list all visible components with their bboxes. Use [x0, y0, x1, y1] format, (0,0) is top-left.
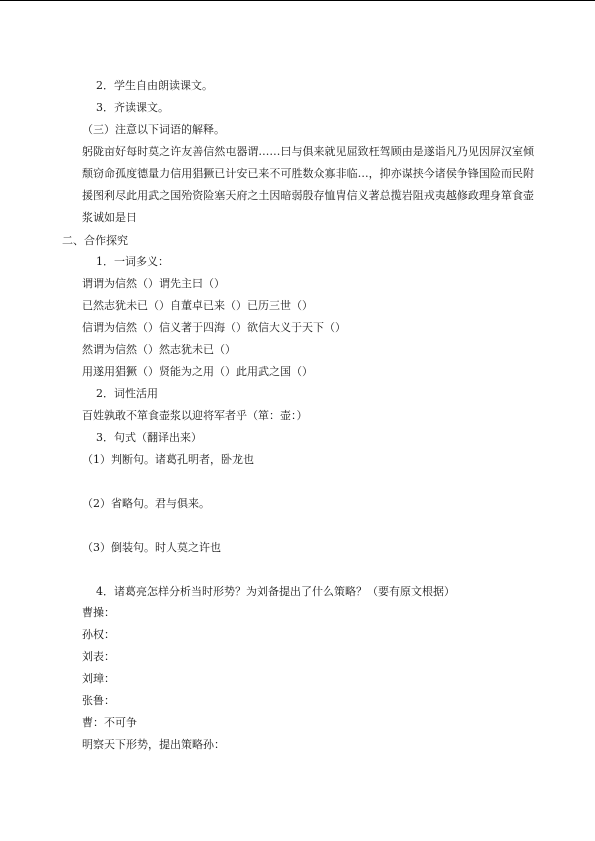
top-border-line — [0, 0, 595, 1]
list-item-read-aloud-freely: 2．学生自由朗读课文。 — [96, 79, 213, 92]
exercise-line-wei: 谓谓为信然（）谓先主曰（） — [82, 277, 225, 290]
list-item-read-in-unison: 3．齐读课文。 — [96, 101, 169, 114]
answer-line-strategy-sun: 明察天下形势，提出策略孙： — [82, 738, 225, 751]
subsection-word-class-shift: 2．词性活用 — [96, 387, 158, 400]
answer-line-liu-biao: 刘表： — [82, 650, 115, 663]
vocabulary-list-paragraph: 躬陇亩好每时莫之许友善信然屯器谓……曰与俱来就见屈致枉驾顾由是遂诣凡乃见因屏汉室倾颓窃命孤度德量力信用猖獗已计安已来不可胜数众寡非临…，抑亦谋挟今诸侯争锋国险而民附援图利尽此用武之国殆资险塞天府之土因暗弱殷存恤冑信义著总揽岩阻戎夷越修政理身箪食壶浆诚如是日 — [82, 145, 534, 224]
answer-line-sun-quan: 孙权： — [82, 628, 115, 641]
subsection-sentence-patterns: 3．句式（翻译出来） — [96, 431, 202, 444]
answer-line-zhang-lu: 张鲁： — [82, 694, 115, 707]
exercise-line-yong: 用遂用猖獗（）贤能为之用（）此用武之国（） — [82, 365, 313, 378]
answer-line-cao-cao: 曹操： — [82, 606, 115, 619]
answer-line-liu-zhang: 刘璋： — [82, 672, 115, 685]
exercise-line-xin: 信谓为信然（）信义著于四海（）欲信大义于天下（） — [82, 321, 346, 334]
exercise-ellipsis-sentence: （2）省略句。君与俱来。 — [82, 497, 210, 510]
subsection-strategy-analysis: 4．诸葛亮怎样分析当时形势？为刘备提出了什么策略？（要有原文根据） — [96, 585, 455, 598]
subsection-polysemy: 1．一词多义： — [96, 255, 169, 268]
answer-line-cao-cannot-contend: 曹：不可争 — [82, 716, 137, 729]
exercise-line-yi: 已然志犹未已（）自董卓已来（）已历三世（） — [82, 299, 313, 312]
exercise-line-dan-hu: 百姓孰敢不箪食壶浆以迎将军者乎（箪：壶：） — [82, 409, 308, 422]
exercise-judgment-sentence: （1）判断句。诸葛孔明者，卧龙也 — [82, 453, 254, 466]
section-heading-cooperative-inquiry: 二、合作探究 — [62, 234, 128, 247]
exercise-line-ran: 然谓为信然（）然志犹未已（） — [82, 343, 236, 356]
section-vocabulary-heading: （三）注意以下词语的解释。 — [82, 123, 225, 136]
exercise-inverted-sentence: （3）倒装句。时人莫之许也 — [82, 541, 221, 554]
